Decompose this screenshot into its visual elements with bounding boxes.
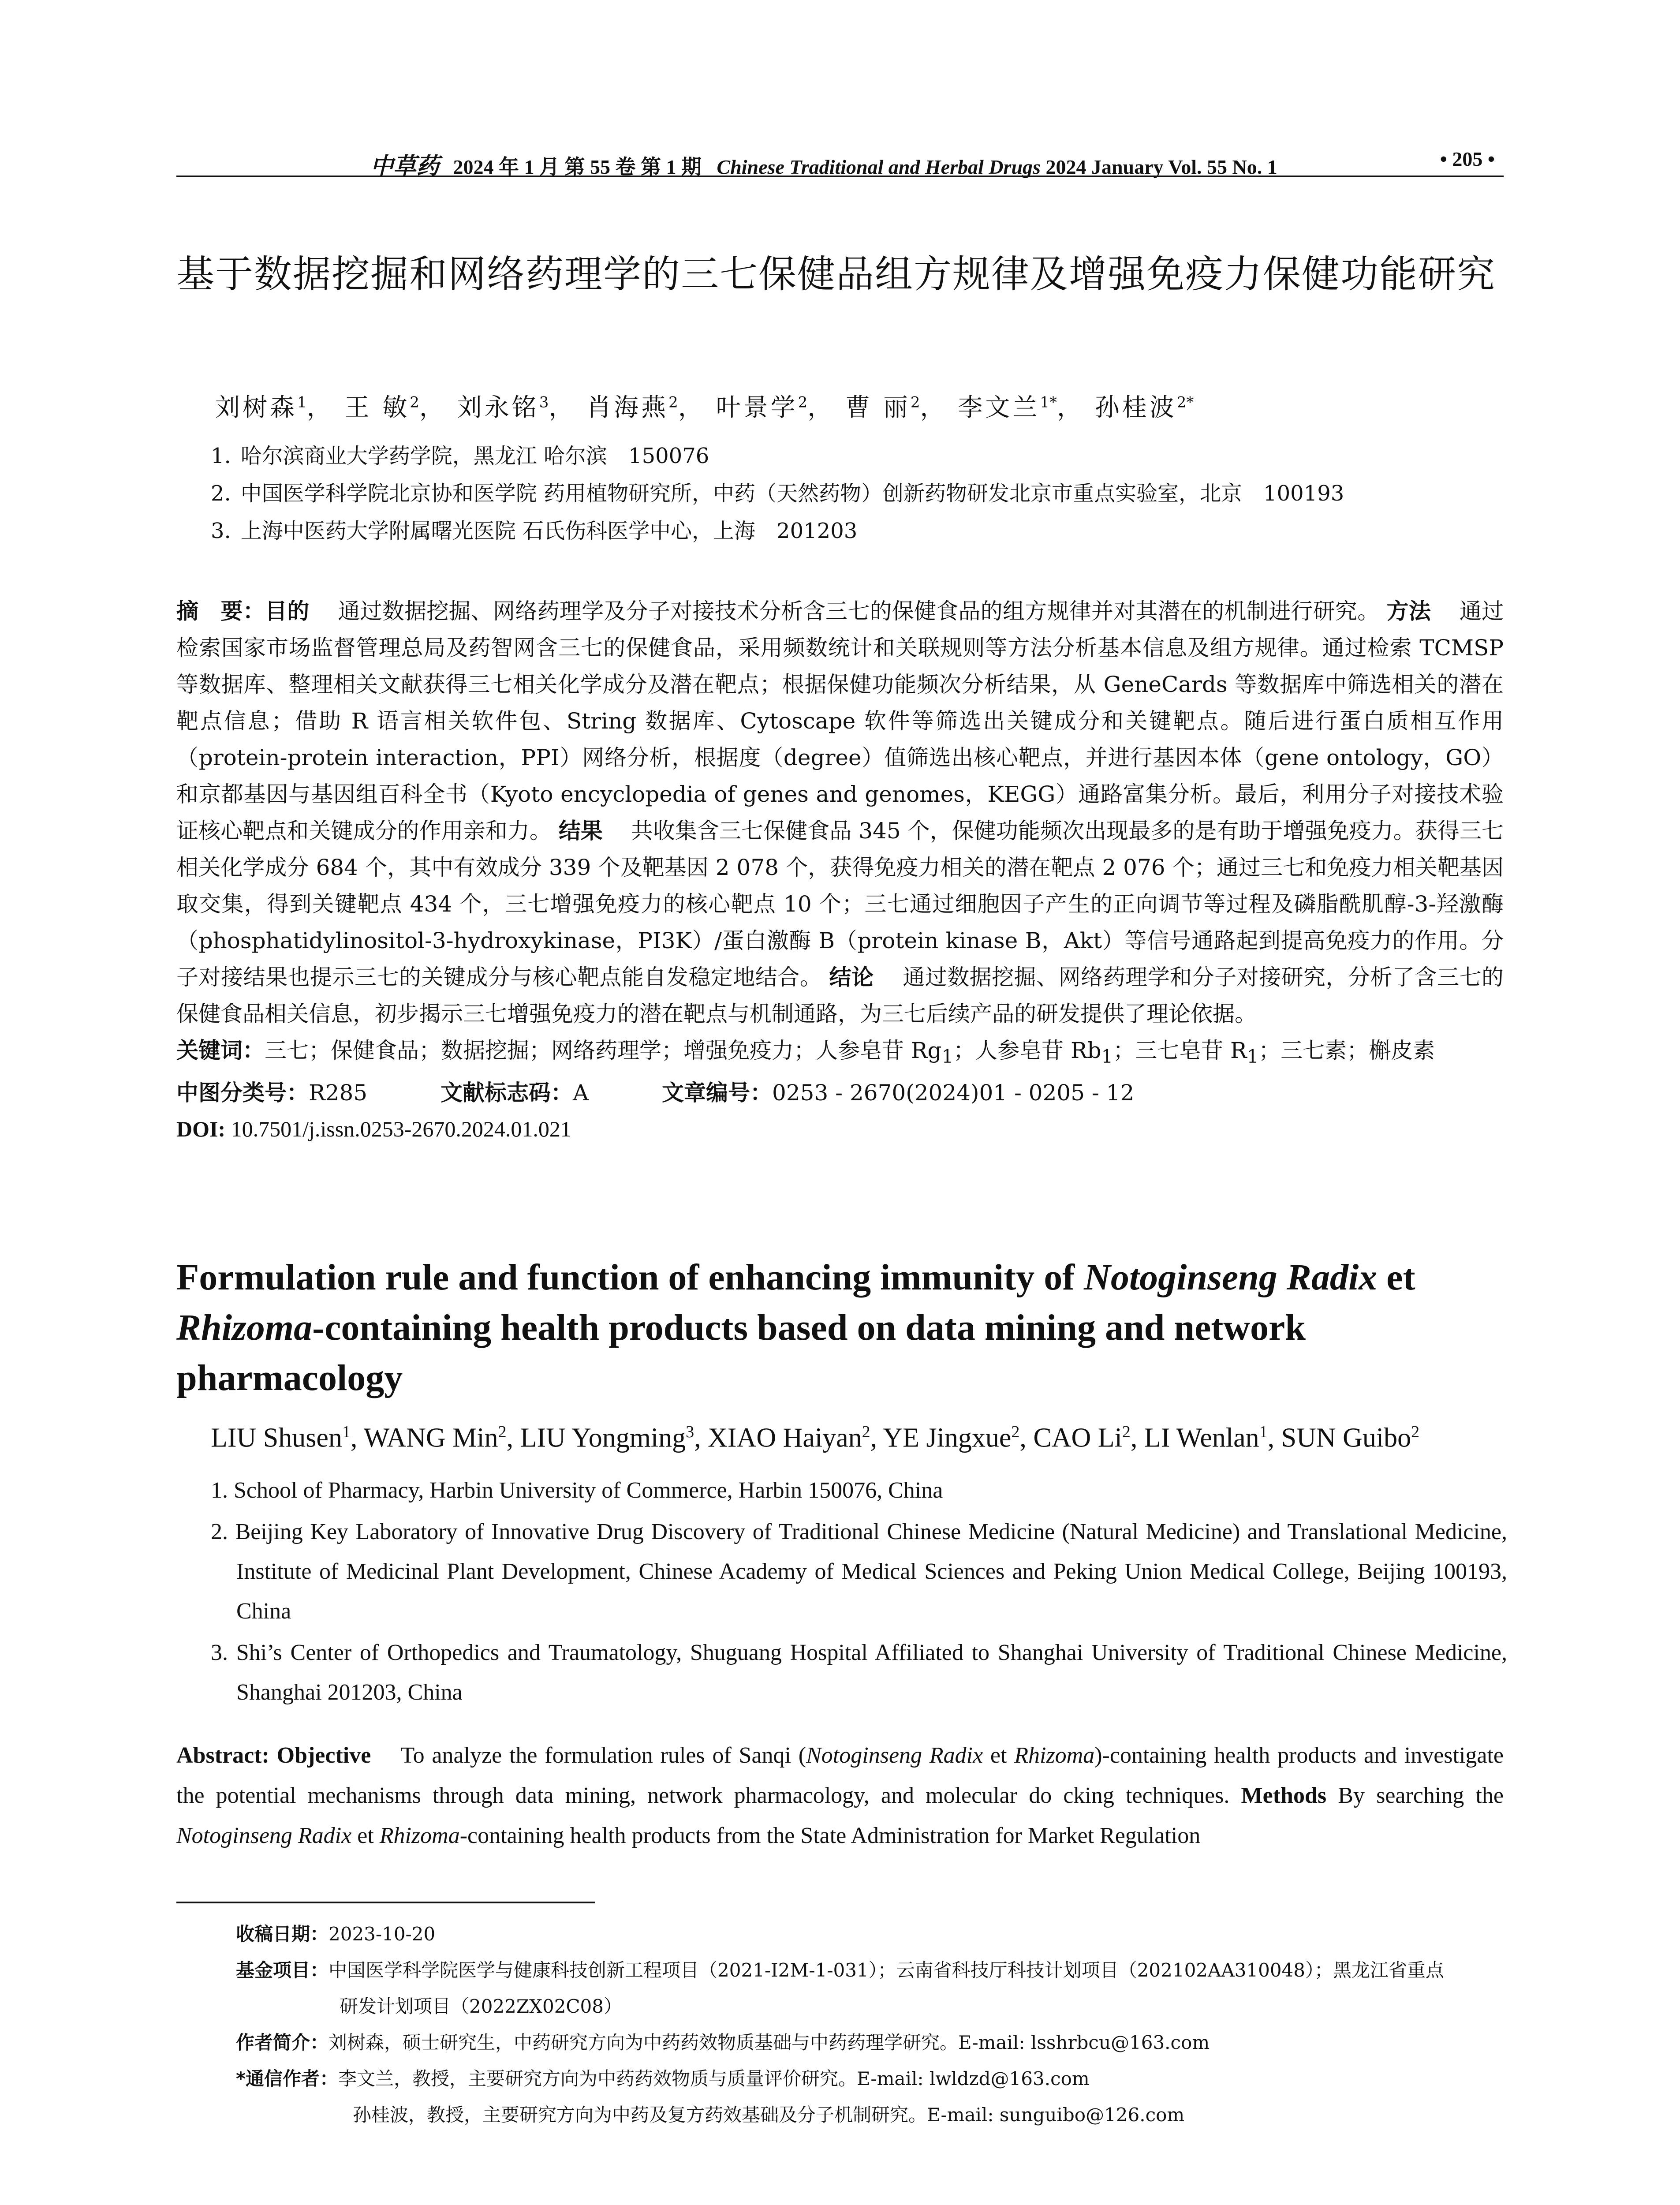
author-cn: 刘永铭 <box>457 393 539 422</box>
abstract-label: 摘 要： <box>176 598 265 624</box>
methods-en-label: Methods <box>1241 1783 1327 1808</box>
clc-number: R285 <box>309 1080 368 1106</box>
article-number: 0253 - 2670(2024)01 - 0205 - 12 <box>772 1080 1135 1106</box>
affiliations-en <box>211 1471 1507 1712</box>
journal-name-cn: 中草药 <box>370 153 440 179</box>
author-cn: 肖海燕 <box>586 393 669 422</box>
title-en: Formulation rule and function of enhancing immunity of Notoginseng Radix et Rhizoma-containing health products based on data mining and network pharmacology <box>176 1257 1415 1398</box>
corresponding-author: *通信作者：李文兰，教授，主要研究方向为中药药效物质与质量评价研究。E-mail: lwldzd@163.com <box>236 2068 1090 2089</box>
document-code: A <box>573 1080 589 1106</box>
results-text: 共收集含三七保健食品 345 个，保健功能频次出现最多的是有助于增强免疫力。获得三七相关化学成分 684 个，其中有效成分 339 个及靶基因 2 078 个，获得免疫力相关的潜在靶点 2 076 个；通过三七和免疫力相关靶基因取交集，得到关键靶点 434 个，三七增强免疫力的核心靶点 10 个；三七通过细胞因子产生的正向调节等过程及磷脂酰肌醇-3-羟激酶（phosphatidylinositol-3-hydroxykinase，PI3K）/蛋白激酶 B（protein kinase B，Akt）等信号通路起到提高免疫力的作用。分子对接结果也提示三七的关键成分与核心靶点能自发稳定地结合。 <box>176 818 1504 990</box>
objective-label: 目的 <box>265 598 310 624</box>
classification-line: 中图分类号：R285 文献标志码：A 文章编号：0253 - 2670(2024)01 - 0205 - 12 <box>176 1080 1135 1106</box>
footnote-divider <box>176 1902 595 1903</box>
received-date: 收稿日期：2023-10-20 <box>236 1923 436 1945</box>
author-bio: 作者简介：刘树森，硕士研究生，中药研究方向为中药药效物质基础与中药药理学研究。E-mail: lsshrbcu@163.com <box>236 2032 1210 2053</box>
author-cn: 叶景学 <box>716 393 798 422</box>
affiliation-cn: 3. 上海中医药大学附属曙光医院 石氏伤科医学中心，上海 201203 <box>211 519 858 543</box>
page-number: • 205 • <box>1440 148 1495 170</box>
authors-cn: 刘树森$^1$， 王 敏$^2$， 刘永铭$^3$， 肖海燕$^2$， 叶景学$^2$， 曹 丽$^2$， 李文兰$^{1*}$， 孙桂波$^{2*}$ <box>215 393 1194 422</box>
author-cn: 刘树森 <box>215 393 297 422</box>
abstract-en-label: Abstract: Objective <box>176 1743 371 1768</box>
conclusion-text: 通过数据挖掘、网络药理学和分子对接研究，分析了含三七的保健食品相关信息，初步揭示三七增强免疫力的潜在靶点与机制通路，为三七后续产品的研发提供了理论依据。 <box>176 964 1504 1027</box>
abstract-cn <box>176 593 1504 1147</box>
authors-en: LIU Shusen$^1$, WANG Min$^2$, LIU Yongming$^3$, XIAO Haiyan$^2$, YE Jingxue$^2$, CAO Li$^2$, LI Wenlan$^1$, SUN Guibo$^2$ <box>211 1423 1420 1453</box>
footnotes <box>236 1916 1506 2133</box>
header-center <box>370 147 1277 180</box>
author-cn: 王 敏 <box>344 393 410 422</box>
running-header <box>176 145 1504 177</box>
author-cn: 孙桂波 <box>1094 393 1177 422</box>
objective-text: 通过数据挖掘、网络药理学及分子对接技术分析含三七的保健食品的组方规律并对其潜在的机制进行研究。 <box>338 598 1380 624</box>
keywords-cn: 关键词：三七；保健食品；数据挖掘；网络药理学；增强免疫力；人参皂苷 $Rg_1$；人参皂苷 $Rb_1$；三七皂苷 $R_1$；三七素；槲皮素 <box>176 1038 1435 1067</box>
methods-text: 通过检索国家市场监督管理总局及药智网含三七的保健食品，采用频数统计和关联规则等方法分析基本信息及组方规律。通过检索 TCMSP 等数据库、整理相关文献获得三七相关化学成分及潜在靶点；根据保健功能频次分析结果，从 GeneCards 等数据库中筛选相关的潜在靶点信息；借助 R 语言相关软件包、String 数据库、Cytoscape 软件等筛选出关键成分和关键靶点。随后进行蛋白质相互作用（protein-protein interaction，PPI）网络分析，根据度（degree）值筛选出核心靶点，并进行基因本体（gene ontology，GO）和京都基因与基因组百科全书（Kyoto encyclopedia of genes and genomes，KEGG）通路富集分析。最后，利用分子对接技术验证核心靶点和关键成分的作用亲和力。 <box>176 598 1504 844</box>
abstract-en: Abstract: Objective To analyze the formulation rules of Sanqi (Notoginseng Radix et Rhizoma)-containing health products and investigate the potential mechanisms through data mining, network pharmacology, and molecular do cking techniques. Methods By searching the Notoginseng Radix et Rhizoma-containing health products from the State Administration for Market Regulation <box>176 1743 1504 1848</box>
issue-en: 2024 January Vol. 55 No. 1 <box>1045 156 1277 178</box>
doi-link[interactable]: 10.7501/j.issn.0253-2670.2024.01.021 <box>231 1117 571 1141</box>
affiliation-en: 2. Beijing Key Laboratory of Innovative Drug Discovery of Traditional Chinese Medicine (Natural Medicine) and Translational Medicine, Institute of Medicinal Plant Development, Chinese Academy of Medical Sciences and Peking Union Medical College, Beijing 100193, China <box>211 1519 1507 1624</box>
title-cn: 基于数据挖掘和网络药理学的三七保健品组方规律及增强免疫力保健功能研究 <box>176 252 1496 296</box>
corresponding-author-2: 孙桂波，教授，主要研究方向为中药及复方药效基础及分子机制研究。E-mail: sunguibo@126.com <box>353 2104 1185 2126</box>
affiliation-cn: 1. 哈尔滨商业大学药学院，黑龙江 哈尔滨 150076 <box>211 444 709 468</box>
author-cn: 曹 丽 <box>845 393 911 422</box>
affiliation-en: 1. School of Pharmacy, Harbin University of Commerce, Harbin 150076, China <box>211 1478 943 1503</box>
affiliation-en: 3. Shi’s Center of Orthopedics and Traumatology, Shuguang Hospital Affiliated to Shanghai University of Traditional Chinese Medicine, Shanghai 201203, China <box>211 1640 1507 1705</box>
affiliation-cn: 2. 中国医学科学院北京协和医学院 药用植物研究所，中药（天然药物）创新药物研发北京市重点实验室，北京 100193 <box>211 481 1344 506</box>
doi-line: DOI: 10.7501/j.issn.0253-2670.2024.01.021 <box>176 1117 571 1141</box>
methods-label: 方法 <box>1386 598 1431 624</box>
author-cn: 李文兰 <box>958 393 1040 422</box>
results-label: 结果 <box>558 818 603 844</box>
funding: 基金项目：中国医学科学院医学与健康科技创新工程项目（2021-I2M-1-031）；云南省科技厅科技计划项目（202102AA310048）；黑龙江省重点 <box>236 1959 1445 1981</box>
funding-cont: 研发计划项目（2022ZX02C08） <box>340 1996 622 2017</box>
issue-cn: 2024 年 1 月 第 55 卷 第 1 期 <box>453 156 702 178</box>
journal-name-en: Chinese Traditional and Herbal Drugs <box>717 156 1041 178</box>
conclusion-label: 结论 <box>829 964 874 990</box>
